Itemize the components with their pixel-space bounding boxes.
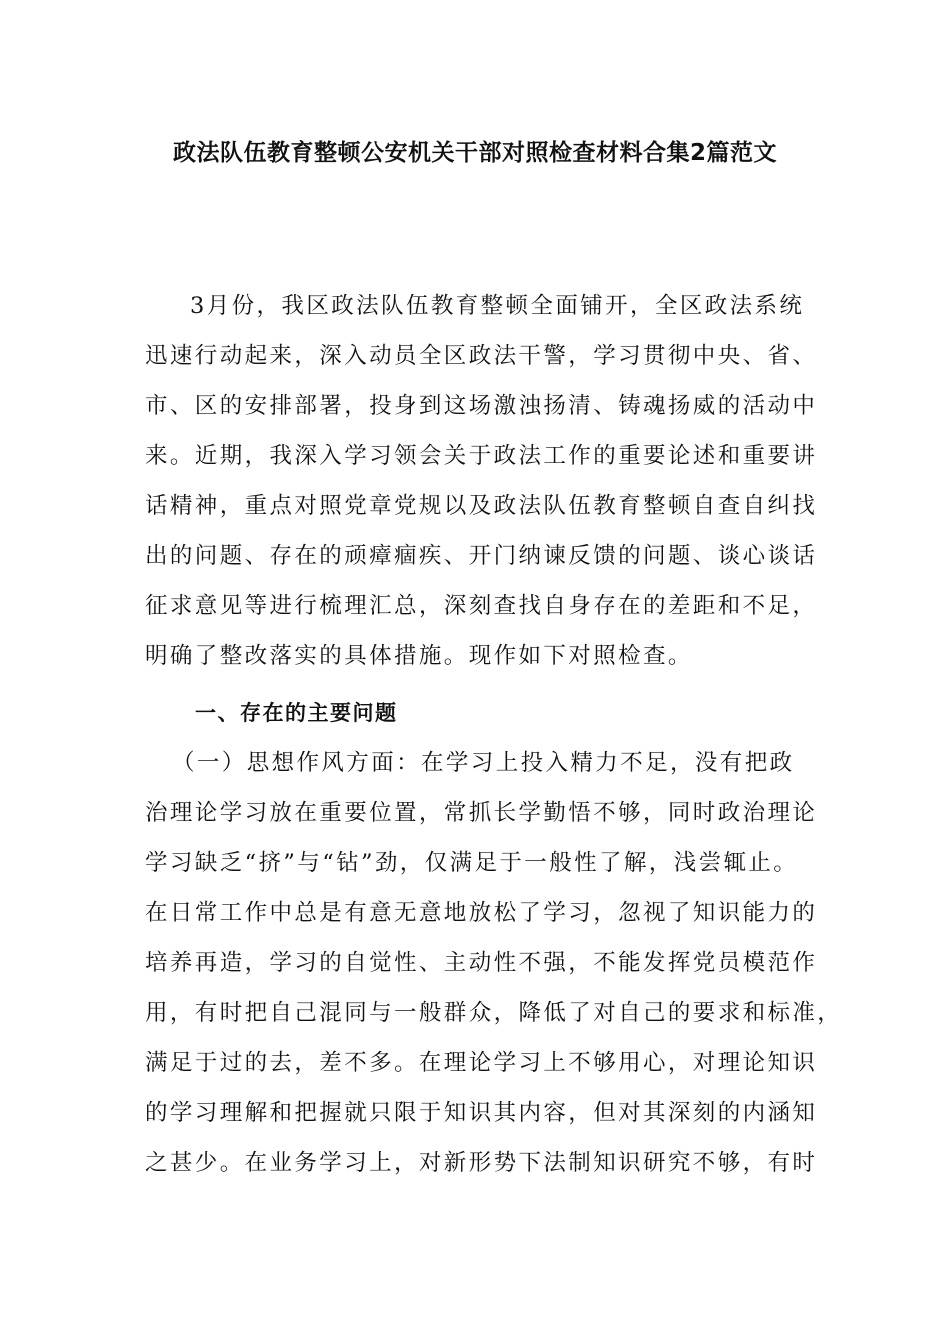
- intro-line: 话精神，重点对照党章党规以及政法队伍教育整顿自查自纠找: [145, 493, 818, 519]
- intro-line: 征求意见等进行梳理汇总，深刻查找自身存在的差距和不足，: [145, 593, 818, 619]
- intro-line: 明确了整改落实的具体措施。现作如下对照检查。: [145, 643, 693, 669]
- document-title: 政法队伍教育整顿公安机关干部对照检查材料合集2篇范文: [172, 140, 777, 166]
- intro-line: 出的问题、存在的顽瘴痼疾、开门纳谏反馈的问题、谈心谈话: [145, 543, 818, 569]
- intro-line: 3月份，我区政法队伍教育整顿全面铺开，全区政法系统: [190, 293, 805, 319]
- body-line: （一）思想作风方面：在学习上投入精力不足，没有把政: [172, 750, 795, 776]
- section-heading: 一、存在的主要问题: [195, 701, 398, 725]
- body-line: 治理论学习放在重要位置，常抓长学勤悟不够，同时政治理论: [145, 800, 818, 826]
- body-line: 在日常工作中总是有意无意地放松了学习，忽视了知识能力的: [145, 900, 818, 926]
- body-line: 学习缺乏“挤”与“钻”劲，仅满足于一般性了解，浅尝辄止。: [145, 850, 799, 876]
- intro-line: 市、区的安排部署，投身到这场激浊扬清、铸魂扬威的活动中: [145, 393, 818, 419]
- intro-line: 来。近期，我深入学习领会关于政法工作的重要论述和重要讲: [145, 443, 818, 469]
- body-line: 培养再造，学习的自觉性、主动性不强，不能发挥党员模范作: [145, 950, 818, 976]
- body-line: 用，有时把自己混同与一般群众，降低了对自己的要求和标准，: [145, 1000, 843, 1026]
- body-line: 的学习理解和把握就只限于知识其内容，但对其深刻的内涵知: [145, 1100, 818, 1126]
- body-line: 之甚少。在业务学习上，对新形势下法制知识研究不够，有时: [145, 1150, 818, 1176]
- intro-line: 迅速行动起来，深入动员全区政法干警，学习贯彻中央、省、: [145, 343, 818, 369]
- body-line: 满足于过的去，差不多。在理论学习上不够用心，对理论知识: [145, 1050, 818, 1076]
